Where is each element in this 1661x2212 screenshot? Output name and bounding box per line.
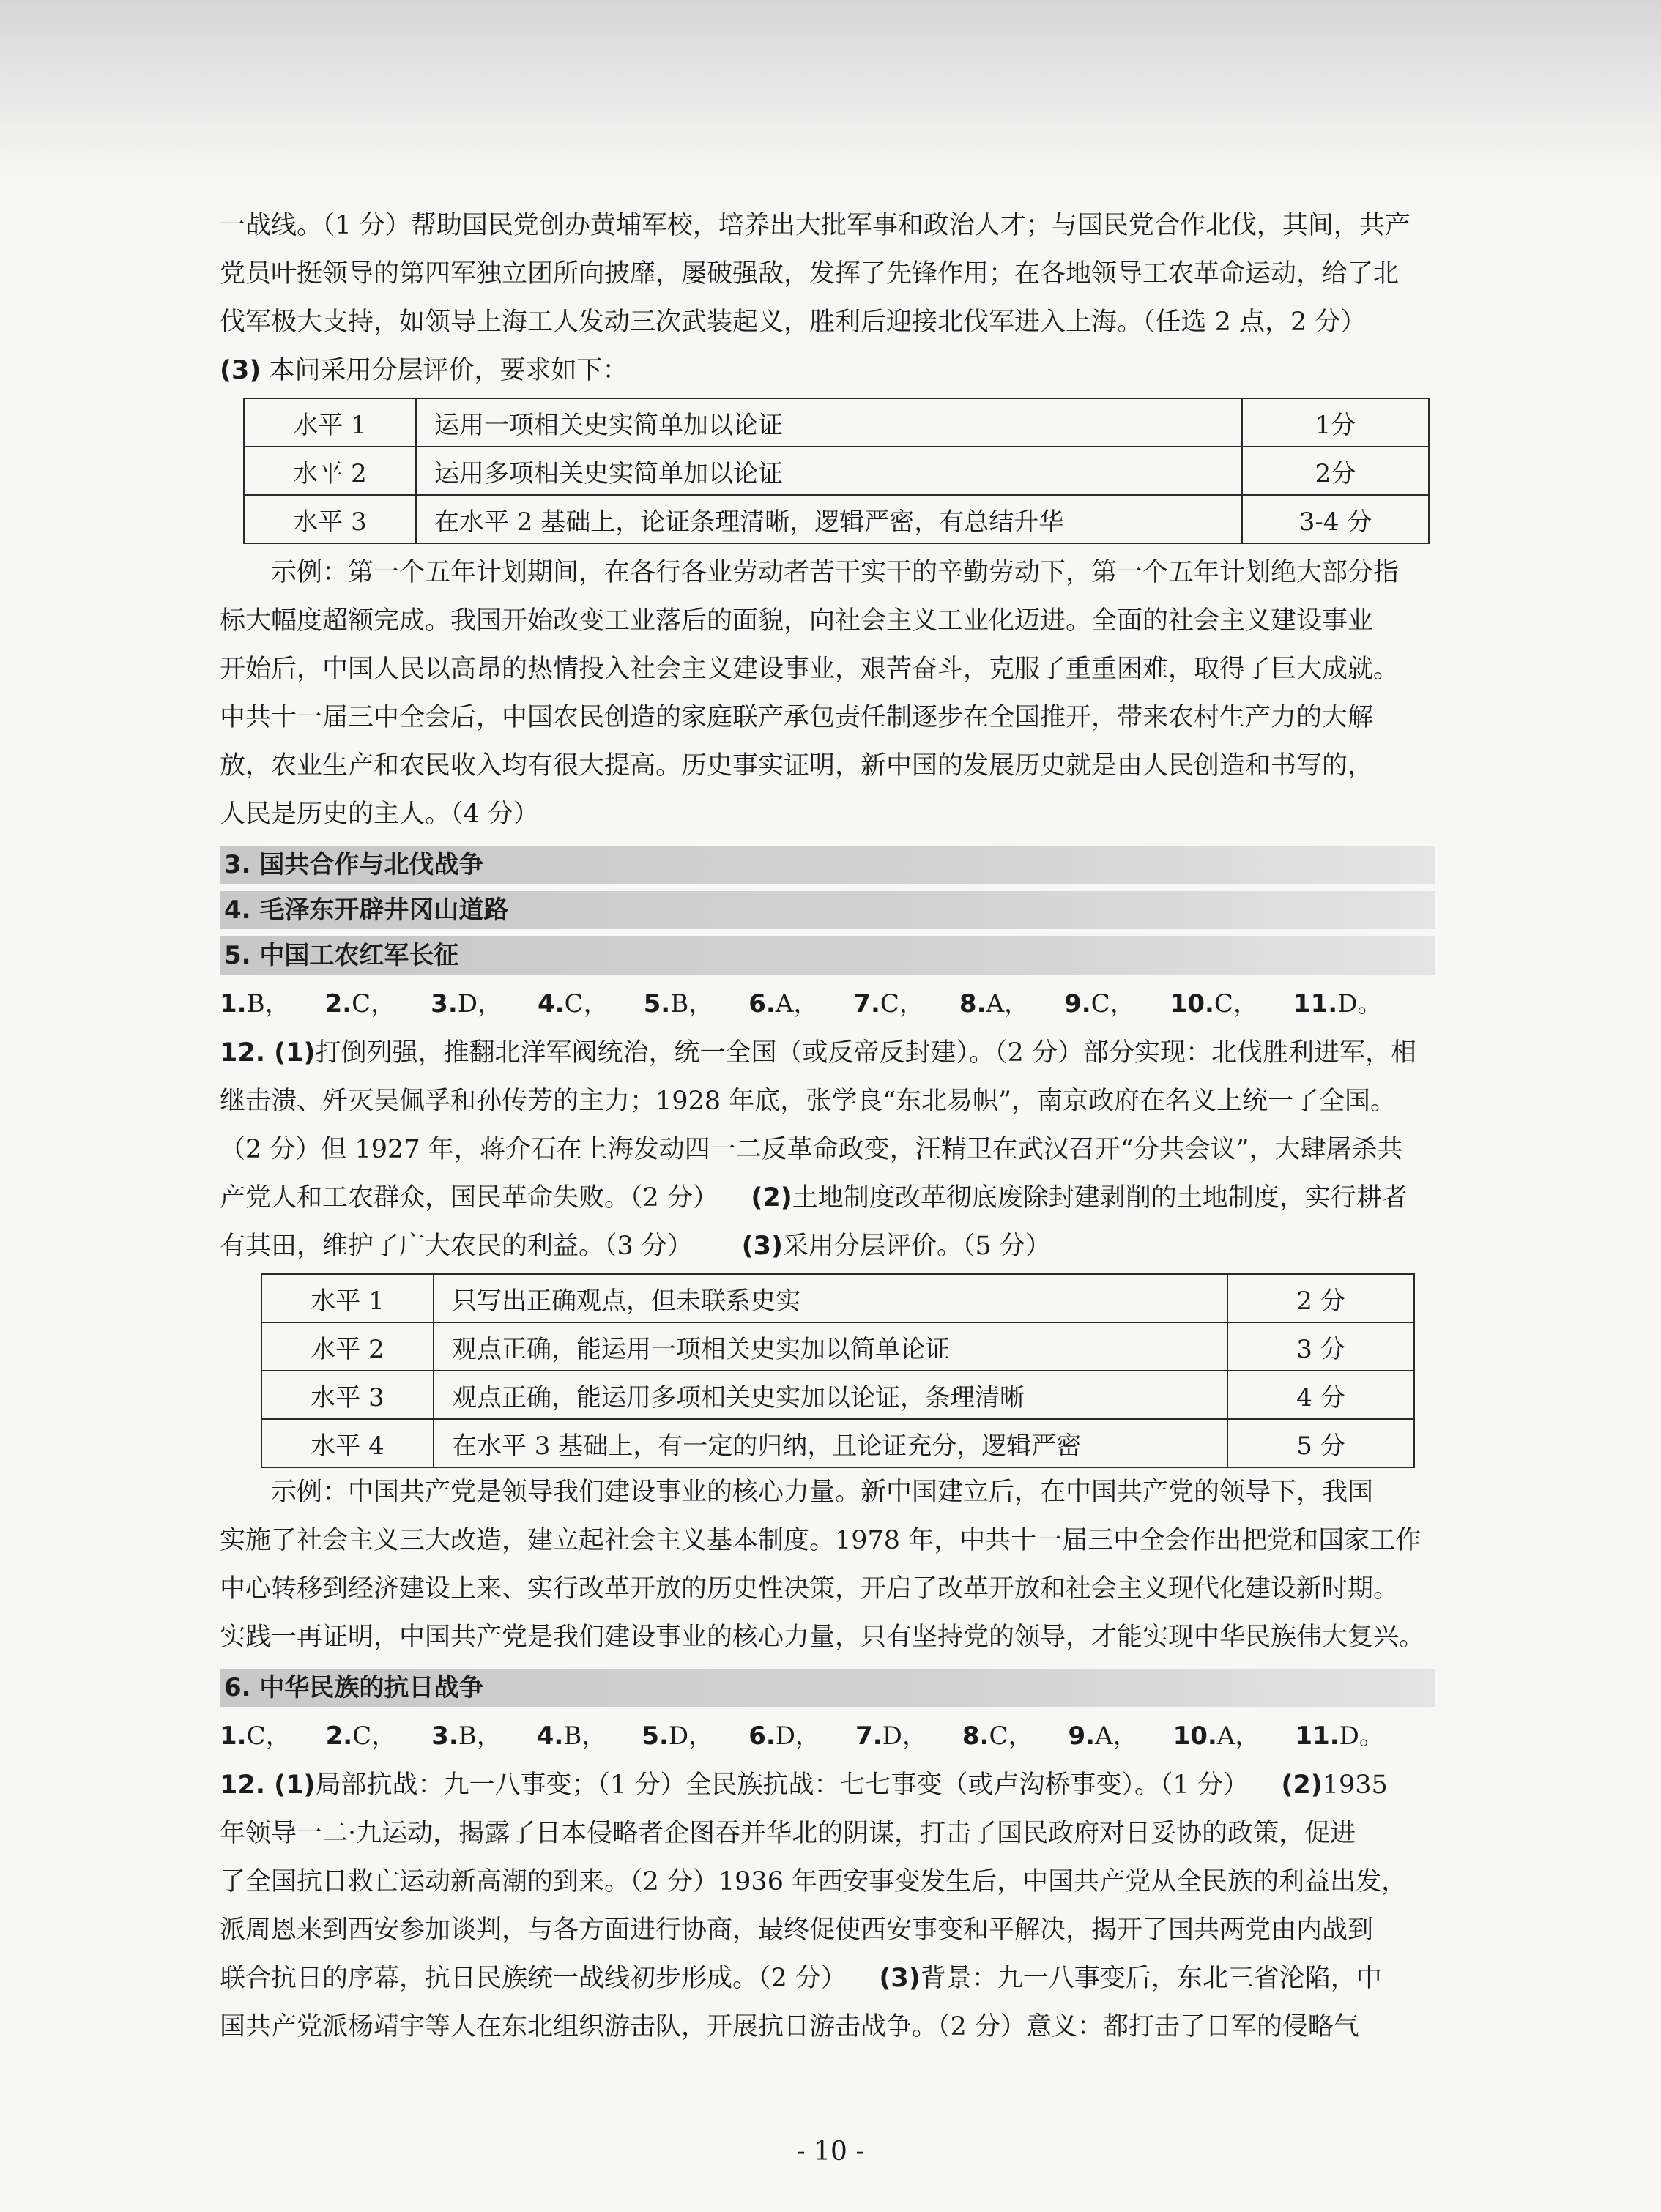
table-row [261, 1274, 1414, 1322]
section-header-5: 5. 中国工农红军长征 [220, 936, 1435, 975]
desc-cell: 只写出正确观点，但未联系史实 [434, 1274, 1227, 1322]
desc-cell: 观点正确，能运用一项相关史实加以简单论证 [434, 1322, 1227, 1371]
text-line: 一战线。（1 分）帮助国民党创办黄埔军校，培养出大批军事和政治人才；与国民党合作北伐，其间，共产 [220, 211, 1411, 240]
evaluation-table-2 [261, 1273, 1415, 1468]
table-row [261, 1371, 1414, 1419]
answer-item: 4.C， [538, 989, 609, 1019]
answer-item: 2.C， [325, 1721, 397, 1751]
q3-text: 本问采用分层评价，要求如下： [269, 356, 628, 385]
answer-item: 3.B， [431, 1721, 502, 1751]
score-cell: 3 分 [1227, 1322, 1414, 1371]
q12-label: 12. (1) [220, 1038, 316, 1068]
desc-cell: 在水平 2 基础上，论证条理清晰，逻辑严密，有总结升华 [416, 495, 1242, 543]
section-header-3: 3. 国共合作与北伐战争 [220, 846, 1435, 884]
table-row [244, 398, 1429, 447]
answer-item: 9.A， [1068, 1721, 1138, 1751]
page-number: - 10 - [796, 2137, 865, 2167]
answer-item: 4.B， [536, 1721, 607, 1751]
example-line: 示例：中国共产党是领导我们建设事业的核心力量。新中国建立后，在中国共产党的领导下，我国 [271, 1478, 1374, 1507]
answer-item: 6.D， [748, 1721, 821, 1751]
q3-label: (3) [220, 356, 261, 385]
text-line: 产党人和工农群众，国民革命失败。（2 分） (2)土地制度改革彻底废除封建剥削的土地制度，实行耕者 [220, 1183, 1408, 1213]
answer-item: 1.C， [220, 1721, 291, 1751]
example-line: 实施了社会主义三大改造，建立起社会主义基本制度。1978 年，中共十一届三中全会作出把党和国家工作 [220, 1526, 1422, 1555]
text-line: 继击溃、歼灭吴佩孚和孙传芳的主力；1928 年底，张学良“东北易帜”，南京政府在名义上统一了全国。 [220, 1087, 1396, 1116]
level-cell: 水平 2 [244, 447, 416, 495]
answer-item: 7.D， [855, 1721, 927, 1751]
section-header-4: 4. 毛泽东开辟井冈山道路 [220, 891, 1435, 929]
level-cell: 水平 1 [244, 398, 416, 447]
example-line: 开始后，中国人民以高昂的热情投入社会主义建设事业，艰苦奋斗，克服了重重困难，取得了巨大成就。 [220, 655, 1400, 684]
score-cell: 2分 [1242, 447, 1429, 495]
q12-line: 12. (1)打倒列强，推翻北洋军阀统治，统一全国（或反帝反封建）。（2 分）部分实现：北伐胜利进军，相 [220, 1038, 1416, 1068]
score-cell: 2 分 [1227, 1274, 1414, 1322]
text-line: 国共产党派杨靖宇等人在东北组织游击队，开展抗日游击战争。（2 分）意义：都打击了日军的侵略气 [220, 2012, 1359, 2041]
desc-cell: 在水平 3 基础上，有一定的归纳，且论证充分，逻辑严密 [434, 1419, 1227, 1467]
example-line: 示例：第一个五年计划期间，在各行各业劳动者苦干实干的辛勤劳动下，第一个五年计划绝大部分指 [271, 558, 1400, 587]
level-cell: 水平 3 [244, 495, 416, 543]
text-line: 了全国抗日救亡运动新高潮的到来。（2 分）1936 年西安事变发生后，中国共产党从全民族的利益出发， [220, 1867, 1408, 1896]
desc-cell: 观点正确，能运用多项相关史实加以论证，条理清晰 [434, 1371, 1227, 1419]
table-row [244, 447, 1429, 495]
answer-item: 10.C， [1170, 989, 1258, 1019]
example-line: 人民是历史的主人。（4 分） [220, 800, 539, 829]
answer-item: 5.B， [643, 989, 714, 1019]
text-line: 伐军极大支持，如领导上海工人发动三次武装起义，胜利后迎接北伐军进入上海。（任选 2 点，2 分） [220, 308, 1367, 337]
q12-label: 12. (1) [220, 1770, 316, 1800]
example-line: 实践一再证明，中国共产党是我们建设事业的核心力量，只有坚持党的领导，才能实现中华民族伟大复兴。 [220, 1623, 1425, 1652]
example-line: 中共十一届三中全会后，中国农民创造的家庭联产承包责任制逐步在全国推开，带来农村生产力的大解 [220, 703, 1374, 732]
answer-item: 8.A， [959, 989, 1030, 1019]
answer-item: 10.A， [1173, 1721, 1260, 1751]
level-cell: 水平 2 [261, 1322, 434, 1371]
text-line: 年领导一二·九运动，揭露了日本侵略者企图吞并华北的阴谋，打击了国民政府对日妥协的政策，促进 [220, 1819, 1356, 1848]
answer-item: 5.D， [642, 1721, 714, 1751]
answer-item: 11.D。 [1295, 1721, 1384, 1751]
text-line: （2 分）但 1927 年，蒋介石在上海发动四一二反革命政变，汪精卫在武汉召开“分共会议”，大肆屠杀共 [220, 1135, 1403, 1164]
desc-cell: 运用一项相关史实简单加以论证 [416, 398, 1242, 447]
text-line: 联合抗日的序幕，抗日民族统一战线初步形成。（2 分） (3)背景：九一八事变后，东北三省沦陷，中 [220, 1964, 1382, 1993]
score-cell: 1分 [1242, 398, 1429, 447]
desc-cell: 运用多项相关史实简单加以论证 [416, 447, 1242, 495]
answer-item: 9.C， [1064, 989, 1135, 1019]
example-line: 放，农业生产和农民收入均有很大提高。历史事实证明，新中国的发展历史就是由人民创造和书写的， [220, 751, 1374, 781]
level-cell: 水平 3 [261, 1371, 434, 1419]
answer-item: 1.B， [220, 989, 290, 1019]
answer-item: 8.C， [962, 1721, 1033, 1751]
answer-item: 2.C， [324, 989, 396, 1019]
q12-line: 12. (1)局部抗战：九一八事变；（1 分）全民族抗战：七七事变（或卢沟桥事变）。（1 分） (2)1935 [220, 1770, 1388, 1800]
text-line: 派周恩来到西安参加谈判，与各方面进行协商，最终促使西安事变和平解决，揭开了国共两党由内战到 [220, 1915, 1374, 1945]
level-cell: 水平 1 [261, 1274, 434, 1322]
score-cell: 3-4 分 [1242, 495, 1429, 543]
example-line: 标大幅度超额完成。我国开始改变工业落后的面貌，向社会主义工业化迈进。全面的社会主义建设事业 [220, 606, 1374, 636]
table-row [261, 1322, 1414, 1371]
answer-item: 7.C， [853, 989, 924, 1019]
table-row [261, 1419, 1414, 1467]
score-cell: 5 分 [1227, 1419, 1414, 1467]
answer-item: 6.A， [748, 989, 819, 1019]
text-line: 党员叶挺领导的第四军独立团所向披靡，屡破强敌，发挥了先锋作用；在各地领导工农革命运动，给了北 [220, 259, 1400, 288]
text-line: 有其田，维护了广大农民的利益。（3 分） (3)采用分层评价。（5 分） [220, 1232, 1051, 1261]
example-line: 中心转移到经济建设上来、实行改革开放的历史性决策，开启了改革开放和社会主义现代化建设新时期。 [220, 1574, 1400, 1604]
answer-row-6 [220, 1711, 1435, 1761]
answer-item: 3.D， [431, 989, 503, 1019]
answer-page [220, 201, 1435, 2051]
q3-line [220, 346, 1435, 395]
answer-row-5 [220, 979, 1435, 1029]
answer-item: 11.D。 [1293, 989, 1383, 1019]
scan-top-shading [0, 0, 1661, 183]
level-cell: 水平 4 [261, 1419, 434, 1467]
score-cell: 4 分 [1227, 1371, 1414, 1419]
evaluation-table-1 [243, 398, 1430, 544]
section-header-6: 6. 中华民族的抗日战争 [220, 1669, 1435, 1707]
table-row [244, 495, 1429, 543]
